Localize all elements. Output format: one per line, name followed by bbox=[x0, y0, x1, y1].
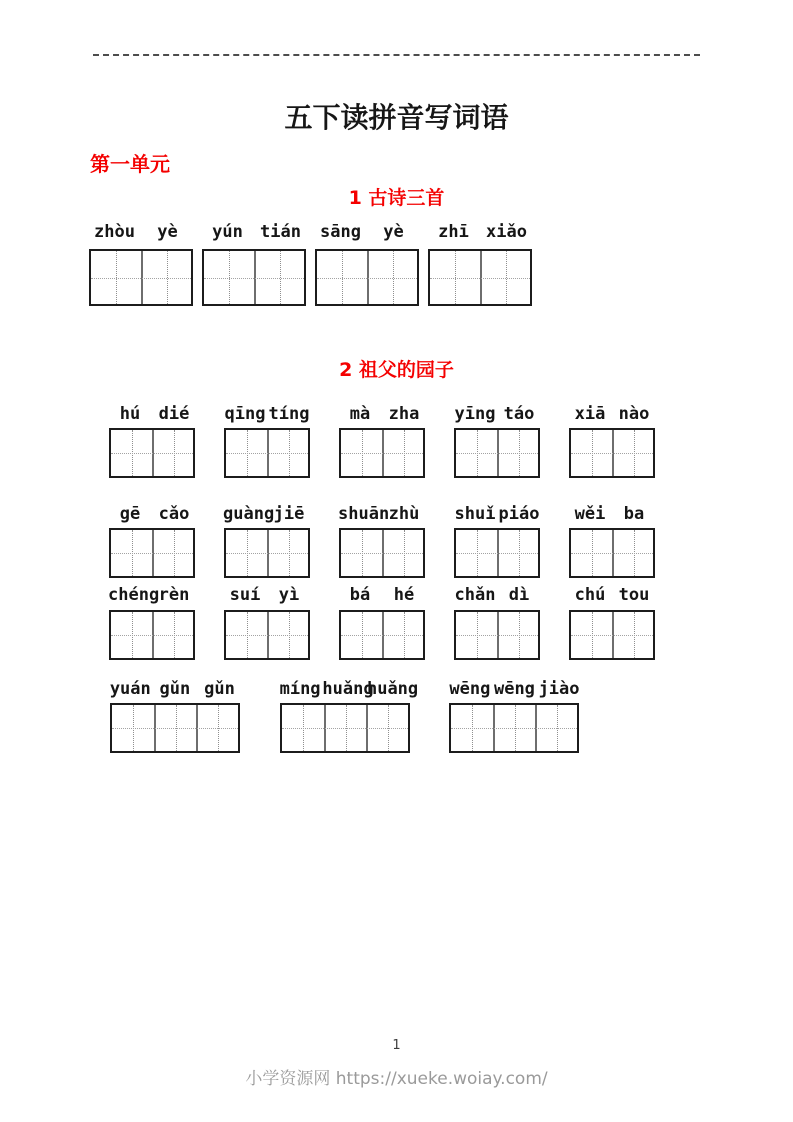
writing-cell bbox=[535, 705, 577, 751]
pinyin-label bbox=[427, 221, 533, 243]
writing-cell bbox=[612, 430, 653, 476]
writing-box bbox=[339, 610, 425, 660]
writing-cell bbox=[282, 705, 324, 751]
pinyin-syllable: tíng bbox=[268, 404, 310, 424]
writing-cell bbox=[493, 705, 535, 751]
pinyin-syllable: rèn bbox=[158, 585, 190, 605]
pinyin-syllable: míng bbox=[279, 679, 321, 699]
writing-cell bbox=[152, 430, 193, 476]
pinyin-label bbox=[453, 403, 541, 425]
pinyin-syllable: mà bbox=[349, 404, 371, 424]
word-block bbox=[453, 403, 541, 478]
writing-cell bbox=[111, 612, 152, 658]
writing-cell bbox=[267, 530, 308, 576]
writing-box bbox=[109, 610, 195, 660]
pinyin-syllable: jiào bbox=[538, 679, 580, 699]
word-grid-row bbox=[108, 403, 793, 478]
header-dashed-rule bbox=[93, 54, 700, 56]
writing-cell bbox=[154, 705, 196, 751]
pinyin-syllable: piáo bbox=[498, 504, 540, 524]
writing-cell bbox=[382, 612, 423, 658]
pinyin-syllable: qīng bbox=[224, 404, 266, 424]
writing-cell bbox=[152, 612, 193, 658]
writing-box bbox=[339, 528, 425, 578]
word-grid-row bbox=[88, 221, 793, 306]
writing-cell bbox=[382, 430, 423, 476]
pinyin-syllable: huǎng bbox=[322, 679, 374, 699]
writing-cell bbox=[612, 612, 653, 658]
writing-cell bbox=[367, 251, 417, 304]
pinyin-label bbox=[223, 403, 311, 425]
pinyin-label bbox=[453, 584, 541, 606]
pinyin-syllable: chú bbox=[574, 585, 606, 605]
writing-cell bbox=[571, 612, 612, 658]
writing-cell bbox=[226, 530, 267, 576]
writing-cell bbox=[267, 430, 308, 476]
pinyin-syllable: zhī bbox=[438, 222, 469, 242]
writing-cell bbox=[480, 251, 530, 304]
writing-cell bbox=[112, 705, 154, 751]
writing-cell bbox=[196, 705, 238, 751]
word-block bbox=[453, 584, 541, 660]
writing-cell bbox=[612, 530, 653, 576]
word-block bbox=[88, 221, 194, 306]
pinyin-label bbox=[108, 584, 196, 606]
writing-box bbox=[109, 528, 195, 578]
word-block bbox=[453, 503, 541, 578]
writing-cell bbox=[497, 430, 538, 476]
pinyin-syllable: táo bbox=[503, 404, 535, 424]
pinyin-label bbox=[108, 403, 196, 425]
word-block bbox=[314, 221, 420, 306]
pinyin-syllable: suí bbox=[229, 585, 261, 605]
pinyin-label bbox=[338, 403, 426, 425]
word-block bbox=[448, 678, 582, 753]
writing-box bbox=[569, 528, 655, 578]
pinyin-label bbox=[338, 584, 426, 606]
writing-cell bbox=[341, 612, 382, 658]
writing-box bbox=[454, 528, 540, 578]
pinyin-label bbox=[568, 584, 656, 606]
writing-cell bbox=[111, 530, 152, 576]
pinyin-syllable: chǎn bbox=[454, 585, 496, 605]
writing-cell bbox=[456, 530, 497, 576]
pinyin-syllable: dì bbox=[508, 585, 530, 605]
word-block bbox=[108, 584, 196, 660]
pinyin-syllable: xiā bbox=[574, 404, 606, 424]
word-block bbox=[108, 678, 242, 753]
pinyin-syllable: gǔn bbox=[159, 679, 191, 699]
lesson-1-heading: 1 古诗三首 bbox=[348, 187, 445, 209]
writing-box bbox=[454, 428, 540, 478]
word-block bbox=[223, 403, 311, 478]
pinyin-syllable: guàng bbox=[223, 504, 275, 524]
pinyin-syllable: huǎng bbox=[366, 679, 419, 699]
word-block bbox=[568, 403, 656, 478]
writing-cell bbox=[141, 251, 191, 304]
writing-box bbox=[224, 528, 310, 578]
writing-cell bbox=[152, 530, 193, 576]
word-grid-row bbox=[108, 584, 793, 660]
word-block bbox=[201, 221, 307, 306]
pinyin-syllable: bá bbox=[349, 585, 371, 605]
writing-box bbox=[569, 610, 655, 660]
pinyin-syllable: zha bbox=[388, 404, 420, 424]
word-block bbox=[568, 503, 656, 578]
writing-cell bbox=[267, 612, 308, 658]
pinyin-label bbox=[338, 503, 426, 525]
footer-credit: 小学资源网 https://xueke.woiay.com/ bbox=[245, 1069, 548, 1089]
pinyin-syllable: gǔn bbox=[204, 679, 235, 699]
writing-cell bbox=[571, 530, 612, 576]
word-grid-row bbox=[108, 678, 793, 753]
word-block bbox=[278, 678, 419, 753]
writing-cell bbox=[317, 251, 367, 304]
writing-box bbox=[224, 610, 310, 660]
pinyin-label bbox=[88, 221, 194, 243]
pinyin-syllable: shuān bbox=[338, 504, 390, 524]
pinyin-label bbox=[278, 678, 419, 700]
writing-box bbox=[569, 428, 655, 478]
writing-box bbox=[428, 249, 532, 306]
writing-cell bbox=[341, 430, 382, 476]
writing-cell bbox=[382, 530, 423, 576]
pinyin-label bbox=[108, 503, 196, 525]
word-block bbox=[338, 403, 426, 478]
word-block bbox=[223, 503, 311, 578]
pinyin-label bbox=[201, 221, 307, 243]
pinyin-syllable: yè bbox=[383, 222, 404, 242]
writing-cell bbox=[341, 530, 382, 576]
pinyin-syllable: cǎo bbox=[158, 504, 190, 524]
writing-box bbox=[280, 703, 410, 753]
pinyin-label bbox=[223, 503, 311, 525]
word-grid-row bbox=[108, 503, 793, 578]
writing-cell bbox=[497, 612, 538, 658]
writing-cell bbox=[254, 251, 304, 304]
pinyin-syllable: zhù bbox=[388, 504, 420, 524]
pinyin-syllable: xiǎo bbox=[486, 222, 527, 242]
word-block bbox=[223, 584, 311, 660]
writing-cell bbox=[430, 251, 480, 304]
pinyin-label bbox=[108, 678, 242, 700]
page-number: 1 bbox=[392, 1038, 401, 1053]
word-block bbox=[108, 503, 196, 578]
writing-box bbox=[315, 249, 419, 306]
writing-box bbox=[224, 428, 310, 478]
pinyin-syllable: dié bbox=[158, 404, 190, 424]
pinyin-syllable: shuǐ bbox=[454, 504, 496, 524]
pinyin-label bbox=[453, 503, 541, 525]
writing-box bbox=[454, 610, 540, 660]
pinyin-syllable: sāng bbox=[320, 222, 361, 242]
unit-heading: 第一单元 bbox=[90, 152, 170, 176]
pinyin-syllable: nào bbox=[618, 404, 650, 424]
pinyin-syllable: jiē bbox=[273, 504, 305, 524]
pinyin-label bbox=[568, 403, 656, 425]
writing-cell bbox=[451, 705, 493, 751]
writing-cell bbox=[226, 430, 267, 476]
pinyin-syllable: wěi bbox=[574, 504, 606, 524]
word-block bbox=[338, 584, 426, 660]
writing-box bbox=[339, 428, 425, 478]
writing-cell bbox=[111, 430, 152, 476]
pinyin-label bbox=[314, 221, 420, 243]
writing-cell bbox=[497, 530, 538, 576]
word-block bbox=[338, 503, 426, 578]
writing-cell bbox=[226, 612, 267, 658]
lesson-2-heading: 2 祖父的园子 bbox=[339, 359, 454, 381]
writing-box bbox=[109, 428, 195, 478]
pinyin-label bbox=[223, 584, 311, 606]
writing-box bbox=[110, 703, 240, 753]
pinyin-syllable: wēng bbox=[449, 679, 491, 699]
pinyin-syllable: zhòu bbox=[94, 222, 135, 242]
pinyin-syllable: hú bbox=[119, 404, 141, 424]
pinyin-syllable: gē bbox=[119, 504, 141, 524]
writing-cell bbox=[204, 251, 254, 304]
writing-cell bbox=[324, 705, 366, 751]
word-block bbox=[568, 584, 656, 660]
writing-cell bbox=[91, 251, 141, 304]
pinyin-syllable: wēng bbox=[493, 679, 535, 699]
pinyin-label bbox=[568, 503, 656, 525]
writing-cell bbox=[366, 705, 408, 751]
writing-box bbox=[449, 703, 579, 753]
pinyin-syllable: tián bbox=[260, 222, 301, 242]
pinyin-syllable: chéng bbox=[108, 585, 160, 605]
writing-cell bbox=[571, 430, 612, 476]
pinyin-syllable: ba bbox=[623, 504, 645, 524]
pinyin-syllable: yún bbox=[212, 222, 243, 242]
writing-cell bbox=[456, 430, 497, 476]
writing-cell bbox=[456, 612, 497, 658]
pinyin-syllable: yīng bbox=[454, 404, 496, 424]
writing-box bbox=[202, 249, 306, 306]
pinyin-syllable: yì bbox=[278, 585, 300, 605]
pinyin-label bbox=[448, 678, 582, 700]
word-block bbox=[108, 403, 196, 478]
word-block bbox=[427, 221, 533, 306]
writing-box bbox=[89, 249, 193, 306]
pinyin-syllable: yuán bbox=[109, 679, 151, 699]
pinyin-syllable: tou bbox=[618, 585, 650, 605]
page-title: 五下读拼音写词语 bbox=[284, 101, 509, 134]
pinyin-syllable: hé bbox=[393, 585, 415, 605]
pinyin-syllable: yè bbox=[157, 222, 178, 242]
